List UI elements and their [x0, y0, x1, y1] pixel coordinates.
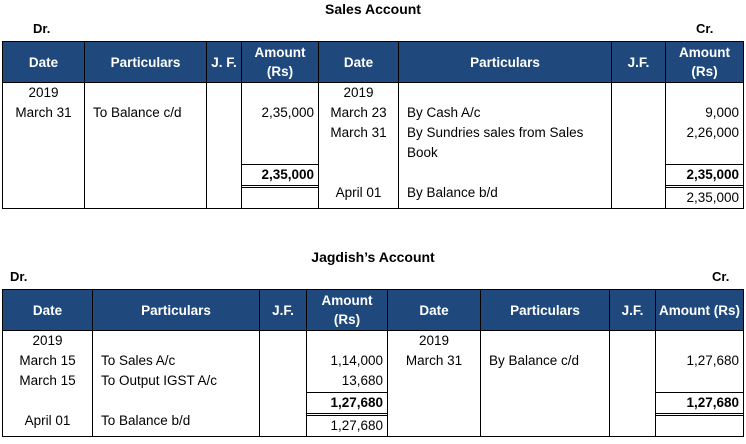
total-amount: 1,27,680 [656, 392, 743, 416]
particulars-entry: By Sundries sales from Sales [407, 125, 584, 140]
particulars-entry [85, 83, 206, 103]
particulars-entry [93, 391, 259, 411]
jf-entry [612, 103, 665, 123]
date-entry: April 01 [335, 185, 382, 200]
date-entry: 2019 [343, 85, 374, 100]
particulars-entry [399, 163, 611, 183]
amount-entry: 1,14,000 [330, 353, 383, 368]
credit-particulars-cell [399, 83, 612, 209]
total-amount: 2,35,000 [242, 164, 318, 188]
column-header: Particulars [85, 42, 207, 83]
amount-entry: 1,27,680 [330, 418, 383, 433]
date-entry: March 31 [405, 353, 463, 368]
debit-amount-cell [307, 331, 388, 437]
column-header: Amount (Rs) [307, 290, 388, 331]
credit-particulars-cell [481, 331, 610, 437]
sales-account-table [2, 41, 744, 209]
jagdish-account-table [2, 289, 744, 437]
particulars-entry: By Balance c/d [489, 353, 580, 368]
particulars-entry [85, 123, 206, 143]
column-header: Particulars [93, 290, 260, 331]
particulars-entry: By Balance b/d [407, 185, 498, 200]
particulars-entry [399, 83, 611, 103]
date-entry: March 31 [330, 125, 387, 140]
credit-jf-cell [612, 83, 666, 209]
column-header: J.F. [260, 290, 307, 331]
date-entry: 2019 [28, 85, 59, 100]
date-entry [3, 123, 84, 143]
debit-jf-cell [207, 83, 242, 209]
date-entry [319, 163, 398, 183]
date-entry [388, 391, 480, 411]
jf-entry [260, 331, 306, 351]
amount-entry: 2,35,000 [261, 105, 314, 120]
jf-entry [207, 163, 241, 183]
header-row [3, 42, 744, 83]
date-entry [3, 183, 84, 203]
amount-entry [242, 188, 318, 208]
column-header: Date [319, 42, 399, 83]
date-entry [3, 391, 92, 411]
particulars-entry: To Balance c/d [93, 105, 182, 120]
credit-date-cell [319, 83, 399, 209]
amount-entry [656, 371, 743, 391]
jf-entry [207, 123, 241, 143]
amount-entry [242, 123, 318, 143]
column-header: Amount (Rs) [666, 42, 744, 83]
jf-entry [610, 371, 655, 391]
jf-entry [207, 143, 241, 163]
particulars-entry [481, 411, 609, 431]
column-header: J.F. [610, 290, 656, 331]
amount-entry [666, 83, 743, 103]
jf-entry [610, 411, 655, 431]
date-entry: March 23 [330, 105, 387, 120]
amount-entry [242, 143, 318, 163]
column-header: J. F. [207, 42, 242, 83]
particulars-entry [481, 371, 609, 391]
amount-entry: 9,000 [705, 105, 739, 120]
jagdish-account-title: Jagdish’s Account [311, 249, 435, 265]
total-amount: 2,35,000 [666, 164, 743, 188]
jf-entry [610, 391, 655, 411]
date-entry [388, 411, 480, 431]
column-header: Date [388, 290, 481, 331]
total-amount: 1,27,680 [307, 392, 387, 416]
amount-entry [656, 331, 743, 351]
jf-entry [260, 371, 306, 391]
jf-entry [207, 83, 241, 103]
debit-date-cell [3, 331, 93, 437]
jf-entry [207, 183, 241, 203]
particulars-entry [481, 331, 609, 351]
jf-entry [612, 143, 665, 163]
debit-amount-cell [242, 83, 319, 209]
ledger-body-row [3, 83, 744, 209]
date-entry: March 15 [19, 353, 76, 368]
amount-entry [307, 331, 387, 351]
column-header: Particulars [481, 290, 610, 331]
amount-entry: 2,35,000 [686, 190, 739, 205]
date-entry: March 31 [15, 105, 72, 120]
particulars-entry [93, 331, 259, 351]
column-header: Amount (Rs) [242, 42, 319, 83]
debit-date-cell [3, 83, 85, 209]
amount-entry [666, 143, 743, 163]
date-entry [319, 143, 398, 163]
particulars-entry: Book [407, 145, 438, 160]
amount-entry: 2,26,000 [686, 125, 739, 140]
jagdish-cr-label: Cr. [712, 269, 730, 284]
particulars-entry [85, 143, 206, 163]
debit-jf-cell [260, 331, 307, 437]
jf-entry [612, 83, 665, 103]
particulars-entry: To Output IGST A/c [101, 373, 218, 388]
jf-entry [610, 331, 655, 351]
jf-entry [610, 351, 655, 371]
particulars-entry: By Cash A/c [407, 105, 481, 120]
column-header: Particulars [399, 42, 612, 83]
date-entry [388, 371, 480, 391]
date-entry: 2019 [418, 333, 450, 348]
amount-entry [656, 416, 743, 436]
amount-entry [242, 83, 318, 103]
column-header: Date [3, 42, 85, 83]
ledger-body-row [3, 331, 744, 437]
date-entry [3, 163, 84, 183]
column-header: Amount (Rs) [656, 290, 744, 331]
particulars-entry [85, 163, 206, 183]
jagdish-dr-label: Dr. [10, 269, 28, 284]
date-entry: April 01 [24, 413, 71, 428]
date-entry: March 15 [19, 373, 76, 388]
jf-entry [612, 183, 665, 203]
jf-entry [207, 103, 241, 123]
column-header: Date [3, 290, 93, 331]
debit-particulars-cell [85, 83, 207, 209]
column-header: J.F. [612, 42, 666, 83]
date-entry [3, 143, 84, 163]
credit-amount-cell [666, 83, 744, 209]
jf-entry [612, 123, 665, 143]
sales-cr-label: Cr. [696, 21, 714, 36]
jf-entry [260, 411, 306, 431]
sales-dr-label: Dr. [33, 21, 51, 36]
credit-jf-cell [610, 331, 656, 437]
jf-entry [260, 351, 306, 371]
date-entry: 2019 [32, 333, 63, 348]
amount-entry: 1,27,680 [686, 353, 739, 368]
jf-entry [612, 163, 665, 183]
header-row [3, 290, 744, 331]
particulars-entry: To Sales A/c [101, 353, 176, 368]
amount-entry: 13,680 [341, 373, 383, 388]
debit-particulars-cell [93, 331, 260, 437]
particulars-entry [85, 183, 206, 203]
particulars-entry [481, 391, 609, 411]
particulars-entry: To Balance b/d [101, 413, 191, 428]
credit-date-cell [388, 331, 481, 437]
credit-amount-cell [656, 331, 744, 437]
sales-account-title: Sales Account [325, 1, 421, 17]
jf-entry [260, 391, 306, 411]
